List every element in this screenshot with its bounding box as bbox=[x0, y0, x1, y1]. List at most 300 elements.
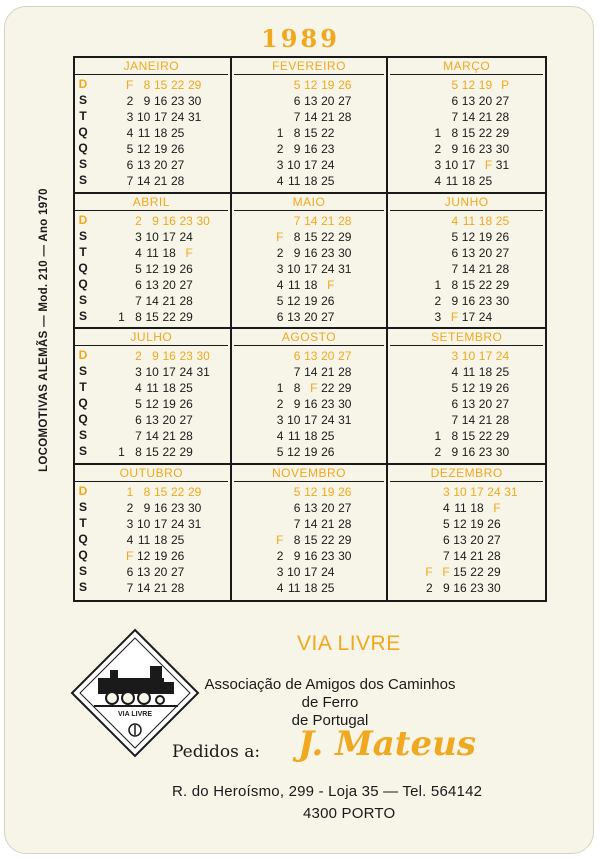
day-cell: 4 bbox=[276, 277, 284, 292]
day-cell bbox=[266, 77, 283, 93]
weekday-letters bbox=[77, 212, 89, 324]
day-cell: 23 bbox=[170, 94, 185, 108]
day-cell: 4 bbox=[442, 500, 450, 515]
day-cell: 27 bbox=[338, 94, 352, 108]
week-row bbox=[388, 213, 545, 229]
day-cell: 19 bbox=[153, 548, 168, 563]
day-cell: 16 bbox=[304, 245, 318, 260]
day-cell: 24 bbox=[495, 349, 510, 363]
day-cell: 13 bbox=[145, 413, 159, 427]
day-cell: 21 bbox=[478, 261, 493, 276]
day-cell: 3 bbox=[135, 365, 142, 379]
day-cell: 4 bbox=[276, 580, 284, 595]
week-row bbox=[388, 412, 545, 428]
day-cell: 17 bbox=[304, 413, 318, 427]
day-cell: 3 bbox=[135, 229, 142, 244]
week-row bbox=[388, 125, 545, 141]
week-row bbox=[232, 309, 387, 325]
day-cell: 1 bbox=[118, 445, 125, 459]
day-cell: 2 bbox=[425, 580, 433, 595]
week-row bbox=[388, 516, 545, 532]
day-cell: 3 bbox=[434, 158, 442, 172]
day-cell: 14 bbox=[136, 174, 151, 188]
day-cell: 13 bbox=[461, 245, 476, 260]
day-cell: 2 bbox=[276, 142, 284, 156]
week-row bbox=[388, 500, 545, 516]
day-cell: 17 bbox=[461, 158, 476, 172]
day-cell: 26 bbox=[321, 445, 335, 459]
day-cell bbox=[193, 229, 210, 245]
day-cell: 13 bbox=[145, 277, 159, 292]
day-cell: 9 bbox=[451, 445, 459, 459]
day-cell: 19 bbox=[153, 142, 168, 156]
day-cell: 25 bbox=[170, 532, 185, 547]
week-row bbox=[88, 293, 230, 309]
holiday-mark: F bbox=[276, 532, 284, 547]
month-name: JUNHO bbox=[390, 194, 543, 211]
day-cell: 13 bbox=[304, 500, 318, 515]
day-cell: 1 bbox=[434, 429, 442, 443]
day-cell: 3 bbox=[451, 349, 459, 363]
day-cell: 19 bbox=[470, 516, 484, 531]
day-cell bbox=[501, 580, 518, 596]
day-cell bbox=[501, 500, 518, 516]
day-cell: 9 bbox=[152, 213, 159, 228]
day-cell: 31 bbox=[338, 413, 352, 427]
day-cell: 20 bbox=[153, 564, 168, 579]
day-cell bbox=[424, 364, 441, 380]
day-cell: 26 bbox=[179, 397, 193, 411]
day-cell: 22 bbox=[321, 381, 335, 395]
day-cell: 22 bbox=[478, 429, 493, 443]
day-cell bbox=[492, 309, 509, 325]
day-cell bbox=[193, 245, 210, 261]
day-cell: 14 bbox=[304, 516, 318, 531]
day-cell: 9 bbox=[451, 293, 459, 308]
day-cell: 14 bbox=[461, 110, 476, 124]
week-row bbox=[232, 109, 387, 125]
weekday-letter: S bbox=[78, 364, 87, 378]
day-cell: 29 bbox=[179, 309, 193, 324]
day-cell: 4 bbox=[276, 429, 284, 443]
day-cell: 13 bbox=[136, 564, 151, 579]
day-cell: 17 bbox=[478, 349, 493, 363]
day-cell bbox=[424, 412, 441, 428]
holiday-mark: F bbox=[484, 158, 493, 172]
day-cell bbox=[501, 516, 518, 532]
day-cell bbox=[416, 484, 433, 500]
day-cell: 12 bbox=[145, 397, 159, 411]
day-cell: 19 bbox=[162, 261, 176, 276]
day-cell: 22 bbox=[170, 484, 185, 499]
day-cell: 30 bbox=[338, 548, 352, 563]
day-cell: 20 bbox=[478, 245, 493, 260]
day-cell: 26 bbox=[170, 142, 185, 156]
day-cell: 7 bbox=[442, 548, 450, 563]
day-cell: 24 bbox=[321, 564, 335, 579]
day-cell: 9 bbox=[152, 349, 159, 363]
day-cell: 20 bbox=[470, 532, 484, 547]
day-cell: 24 bbox=[321, 413, 335, 427]
month-name: JULHO bbox=[75, 329, 228, 346]
day-cell: 30 bbox=[187, 94, 202, 108]
day-cell: 2 bbox=[276, 548, 284, 563]
day-cell: 30 bbox=[495, 445, 510, 459]
day-cell: 23 bbox=[470, 580, 484, 595]
weekday-letter: Q bbox=[78, 531, 88, 546]
day-cell: 27 bbox=[170, 158, 185, 172]
day-cell: 5 bbox=[126, 142, 134, 156]
day-cell: 4 bbox=[451, 213, 459, 228]
weekday-letter: S bbox=[78, 292, 87, 307]
holiday-mark: F bbox=[425, 564, 433, 579]
day-cell: 6 bbox=[135, 413, 142, 427]
day-cell: 7 bbox=[451, 413, 459, 427]
day-cell: 20 bbox=[321, 94, 335, 108]
day-cell bbox=[501, 532, 518, 548]
day-cell: 7 bbox=[451, 110, 459, 124]
week-row bbox=[388, 364, 545, 380]
day-cell: 16 bbox=[461, 445, 476, 459]
day-cell: 17 bbox=[304, 564, 318, 579]
day-cell bbox=[416, 516, 433, 532]
weekday-letter: S bbox=[78, 157, 87, 171]
day-cell bbox=[424, 109, 441, 125]
day-cell: 16 bbox=[153, 94, 168, 108]
day-cell: 30 bbox=[495, 293, 510, 308]
day-cell bbox=[193, 412, 210, 428]
day-cell bbox=[334, 580, 351, 596]
weekday-letter: T bbox=[79, 244, 87, 259]
weekday-letter: S bbox=[78, 444, 87, 458]
day-cell: 9 bbox=[143, 500, 151, 515]
day-cell: 3 bbox=[276, 158, 284, 172]
day-cell: 12 bbox=[136, 142, 151, 156]
day-cell bbox=[184, 157, 201, 173]
week-row bbox=[388, 564, 545, 580]
week-row bbox=[88, 261, 230, 277]
day-cell: 8 bbox=[293, 532, 301, 547]
day-cell: 12 bbox=[461, 229, 476, 244]
day-cell: 30 bbox=[187, 500, 202, 515]
day-cell: 14 bbox=[304, 213, 318, 228]
day-cell: 22 bbox=[321, 532, 335, 547]
day-cell: 29 bbox=[495, 277, 510, 292]
day-cell: 17 bbox=[162, 229, 176, 244]
day-cell: 11 bbox=[288, 429, 301, 443]
week-row bbox=[232, 213, 387, 229]
day-cell: 21 bbox=[162, 429, 176, 443]
day-cell: 8 bbox=[451, 126, 459, 140]
holiday-mark: F bbox=[125, 78, 134, 92]
day-cell: 29 bbox=[179, 445, 193, 459]
day-cell: 14 bbox=[453, 548, 467, 563]
week-row bbox=[388, 293, 545, 309]
month-agosto bbox=[232, 329, 389, 465]
day-cell: 14 bbox=[145, 429, 159, 443]
month-name: OUTUBRO bbox=[75, 465, 228, 482]
day-cell bbox=[184, 580, 201, 596]
day-cell: 25 bbox=[170, 126, 185, 140]
day-cell: 9 bbox=[293, 245, 301, 260]
day-cell: 28 bbox=[338, 516, 352, 531]
week-row bbox=[232, 245, 387, 261]
day-cell bbox=[424, 93, 441, 109]
week-row bbox=[232, 229, 387, 245]
day-cell: 31 bbox=[338, 261, 352, 276]
day-cell: 21 bbox=[478, 110, 493, 124]
day-cell bbox=[193, 309, 210, 325]
day-cell: 24 bbox=[321, 261, 335, 276]
day-cell: 23 bbox=[170, 500, 185, 515]
week-row bbox=[388, 532, 545, 548]
week-row bbox=[232, 532, 387, 548]
day-cell: 1 bbox=[118, 309, 125, 324]
month-name: FEVEREIRO bbox=[234, 58, 385, 75]
day-cell: 7 bbox=[293, 516, 301, 531]
day-cell: 6 bbox=[293, 349, 301, 363]
day-cell: 27 bbox=[338, 500, 352, 515]
day-cell: 12 bbox=[304, 484, 318, 499]
month-dezembro bbox=[388, 465, 545, 601]
week-row bbox=[388, 580, 545, 596]
day-cell: 30 bbox=[196, 349, 210, 363]
week-row bbox=[232, 364, 387, 380]
day-cell bbox=[334, 157, 351, 173]
day-cell bbox=[108, 428, 125, 444]
day-cell: 7 bbox=[135, 293, 142, 308]
day-cell: 5 bbox=[293, 78, 301, 92]
day-cell: 4 bbox=[276, 174, 284, 188]
day-cell: 22 bbox=[162, 445, 176, 459]
day-cell: 2 bbox=[135, 349, 142, 363]
day-cell: 15 bbox=[153, 484, 168, 499]
day-cell: 20 bbox=[304, 309, 318, 324]
day-cell bbox=[334, 125, 351, 141]
day-cell: 8 bbox=[293, 126, 301, 140]
day-cell: 6 bbox=[442, 532, 450, 547]
day-cell: 27 bbox=[487, 532, 501, 547]
day-cell: 12 bbox=[287, 445, 301, 459]
day-cell bbox=[416, 532, 433, 548]
weekday-letter: D bbox=[78, 212, 88, 227]
day-cell bbox=[184, 141, 201, 157]
week-row bbox=[388, 77, 545, 93]
day-cell: 1 bbox=[126, 484, 134, 499]
day-cell: 21 bbox=[321, 365, 335, 379]
week-row bbox=[388, 484, 545, 500]
day-cell: 7 bbox=[293, 213, 301, 228]
day-cell: 18 bbox=[470, 500, 484, 515]
day-cell: 26 bbox=[321, 293, 335, 308]
day-cell bbox=[193, 277, 210, 293]
day-cell: 18 bbox=[304, 174, 318, 188]
day-cell: 23 bbox=[179, 213, 193, 228]
day-cell: 27 bbox=[495, 245, 510, 260]
day-cell: 19 bbox=[321, 78, 335, 92]
day-cell: 9 bbox=[442, 580, 450, 595]
day-cell: 27 bbox=[179, 277, 193, 292]
weekday-letter: S bbox=[78, 579, 87, 594]
day-cell: 17 bbox=[153, 516, 168, 531]
day-cell bbox=[334, 309, 351, 325]
day-cell: 28 bbox=[495, 261, 510, 276]
day-cell: 2 bbox=[276, 397, 284, 411]
day-cell: 18 bbox=[153, 532, 168, 547]
day-cell: 20 bbox=[162, 413, 176, 427]
week-row bbox=[388, 380, 545, 396]
day-cell bbox=[416, 548, 433, 564]
day-cell: 5 bbox=[451, 229, 459, 244]
day-cell: 6 bbox=[451, 397, 459, 411]
day-cell bbox=[266, 484, 283, 500]
day-cell bbox=[492, 173, 509, 189]
day-cell bbox=[184, 548, 201, 564]
week-row bbox=[88, 277, 230, 293]
day-cell: 10 bbox=[287, 564, 301, 579]
day-cell: 13 bbox=[136, 158, 151, 172]
weekday-letter: Q bbox=[78, 260, 88, 275]
day-cell: 22 bbox=[478, 126, 493, 140]
month-abril bbox=[75, 194, 232, 330]
weekday-letter: D bbox=[78, 483, 88, 498]
week-row bbox=[232, 141, 387, 157]
weekday-letter: S bbox=[78, 428, 87, 442]
day-cell: 28 bbox=[338, 110, 352, 124]
day-cell: 25 bbox=[321, 580, 335, 595]
day-cell: 5 bbox=[135, 397, 142, 411]
day-cell: 20 bbox=[478, 397, 493, 411]
months-grid bbox=[73, 56, 547, 602]
month-name: MAIO bbox=[234, 194, 385, 211]
day-cell: 21 bbox=[162, 293, 176, 308]
day-cell: 10 bbox=[287, 413, 301, 427]
day-cell: 14 bbox=[145, 293, 159, 308]
day-cell bbox=[108, 364, 125, 380]
week-row bbox=[232, 396, 387, 412]
week-row bbox=[232, 125, 387, 141]
day-cell: 29 bbox=[495, 126, 510, 140]
day-cell: 1 bbox=[434, 126, 442, 140]
day-cell: 15 bbox=[304, 126, 318, 140]
day-cell bbox=[266, 93, 283, 109]
month-fevereiro bbox=[232, 58, 389, 194]
day-cell bbox=[424, 348, 441, 364]
week-row bbox=[388, 173, 545, 189]
day-cell: 5 bbox=[451, 78, 459, 92]
weekday-letter: Q bbox=[78, 141, 88, 155]
day-cell: 28 bbox=[338, 213, 352, 228]
day-cell bbox=[108, 380, 125, 396]
day-cell: 15 bbox=[304, 229, 318, 244]
day-cell bbox=[193, 428, 210, 444]
day-cell: 5 bbox=[276, 445, 284, 459]
day-cell: 6 bbox=[293, 500, 301, 515]
day-cell: 20 bbox=[321, 500, 335, 515]
day-cell: 6 bbox=[451, 94, 459, 108]
week-row bbox=[232, 484, 387, 500]
week-row bbox=[232, 93, 387, 109]
day-cell: 11 bbox=[288, 277, 301, 292]
day-cell: 18 bbox=[478, 365, 493, 379]
week-row bbox=[88, 348, 230, 364]
week-row bbox=[88, 564, 230, 580]
day-cell: 24 bbox=[487, 484, 501, 499]
day-cell bbox=[501, 564, 518, 580]
weekday-letter: Q bbox=[78, 125, 88, 139]
day-cell: 2 bbox=[126, 94, 134, 108]
day-cell: 5 bbox=[451, 381, 459, 395]
day-cell bbox=[334, 564, 351, 580]
day-cell: 19 bbox=[478, 229, 493, 244]
week-row bbox=[88, 548, 230, 564]
day-cell: 7 bbox=[293, 110, 301, 124]
day-cell: 23 bbox=[321, 245, 335, 260]
day-cell: 11 bbox=[462, 365, 476, 379]
week-row bbox=[88, 412, 230, 428]
day-cell: 12 bbox=[304, 78, 318, 92]
day-cell: 29 bbox=[338, 229, 352, 244]
day-cell: 18 bbox=[162, 245, 176, 260]
day-cell: 16 bbox=[162, 349, 176, 363]
day-cell: 13 bbox=[461, 397, 476, 411]
holiday-mark: F bbox=[442, 564, 450, 579]
day-cell: 16 bbox=[461, 293, 476, 308]
day-cell: 4 bbox=[451, 365, 459, 379]
day-cell: 3 bbox=[276, 261, 284, 276]
day-cell: 13 bbox=[304, 94, 318, 108]
day-cell: 16 bbox=[153, 500, 168, 515]
day-cell: 11 bbox=[146, 245, 159, 260]
week-row bbox=[88, 444, 230, 460]
calendar-year: 1989 bbox=[261, 24, 340, 53]
day-cell bbox=[266, 364, 283, 380]
day-cell: 9 bbox=[143, 94, 151, 108]
day-cell: 2 bbox=[276, 245, 284, 260]
day-cell: 31 bbox=[187, 516, 202, 531]
day-cell: 19 bbox=[478, 381, 493, 395]
day-cell: 10 bbox=[145, 365, 159, 379]
day-cell: 19 bbox=[321, 484, 335, 499]
day-cell: 23 bbox=[321, 397, 335, 411]
week-row bbox=[88, 309, 230, 325]
day-cell: 28 bbox=[170, 580, 185, 595]
month-julho bbox=[75, 329, 232, 465]
day-cell: 11 bbox=[462, 213, 476, 228]
day-cell bbox=[108, 277, 125, 293]
day-cell: 11 bbox=[288, 174, 301, 188]
weekday-letter: S bbox=[78, 563, 87, 578]
day-cell: 29 bbox=[495, 429, 510, 443]
week-row bbox=[388, 93, 545, 109]
day-cell: 8 bbox=[135, 309, 142, 324]
week-row bbox=[232, 77, 387, 93]
day-cell bbox=[266, 500, 283, 516]
week-row bbox=[232, 157, 387, 173]
day-cell: 10 bbox=[145, 229, 159, 244]
month-outubro bbox=[75, 465, 232, 601]
day-cell bbox=[108, 412, 125, 428]
week-row bbox=[232, 380, 387, 396]
day-cell: 28 bbox=[170, 174, 185, 188]
week-row bbox=[88, 428, 230, 444]
day-cell: 16 bbox=[304, 397, 318, 411]
holiday-mark: F bbox=[327, 277, 335, 292]
logo-caption: VIA LIVRE bbox=[118, 711, 152, 718]
day-cell: 17 bbox=[153, 110, 168, 124]
week-row bbox=[232, 261, 387, 277]
holiday-mark: F bbox=[310, 381, 318, 395]
